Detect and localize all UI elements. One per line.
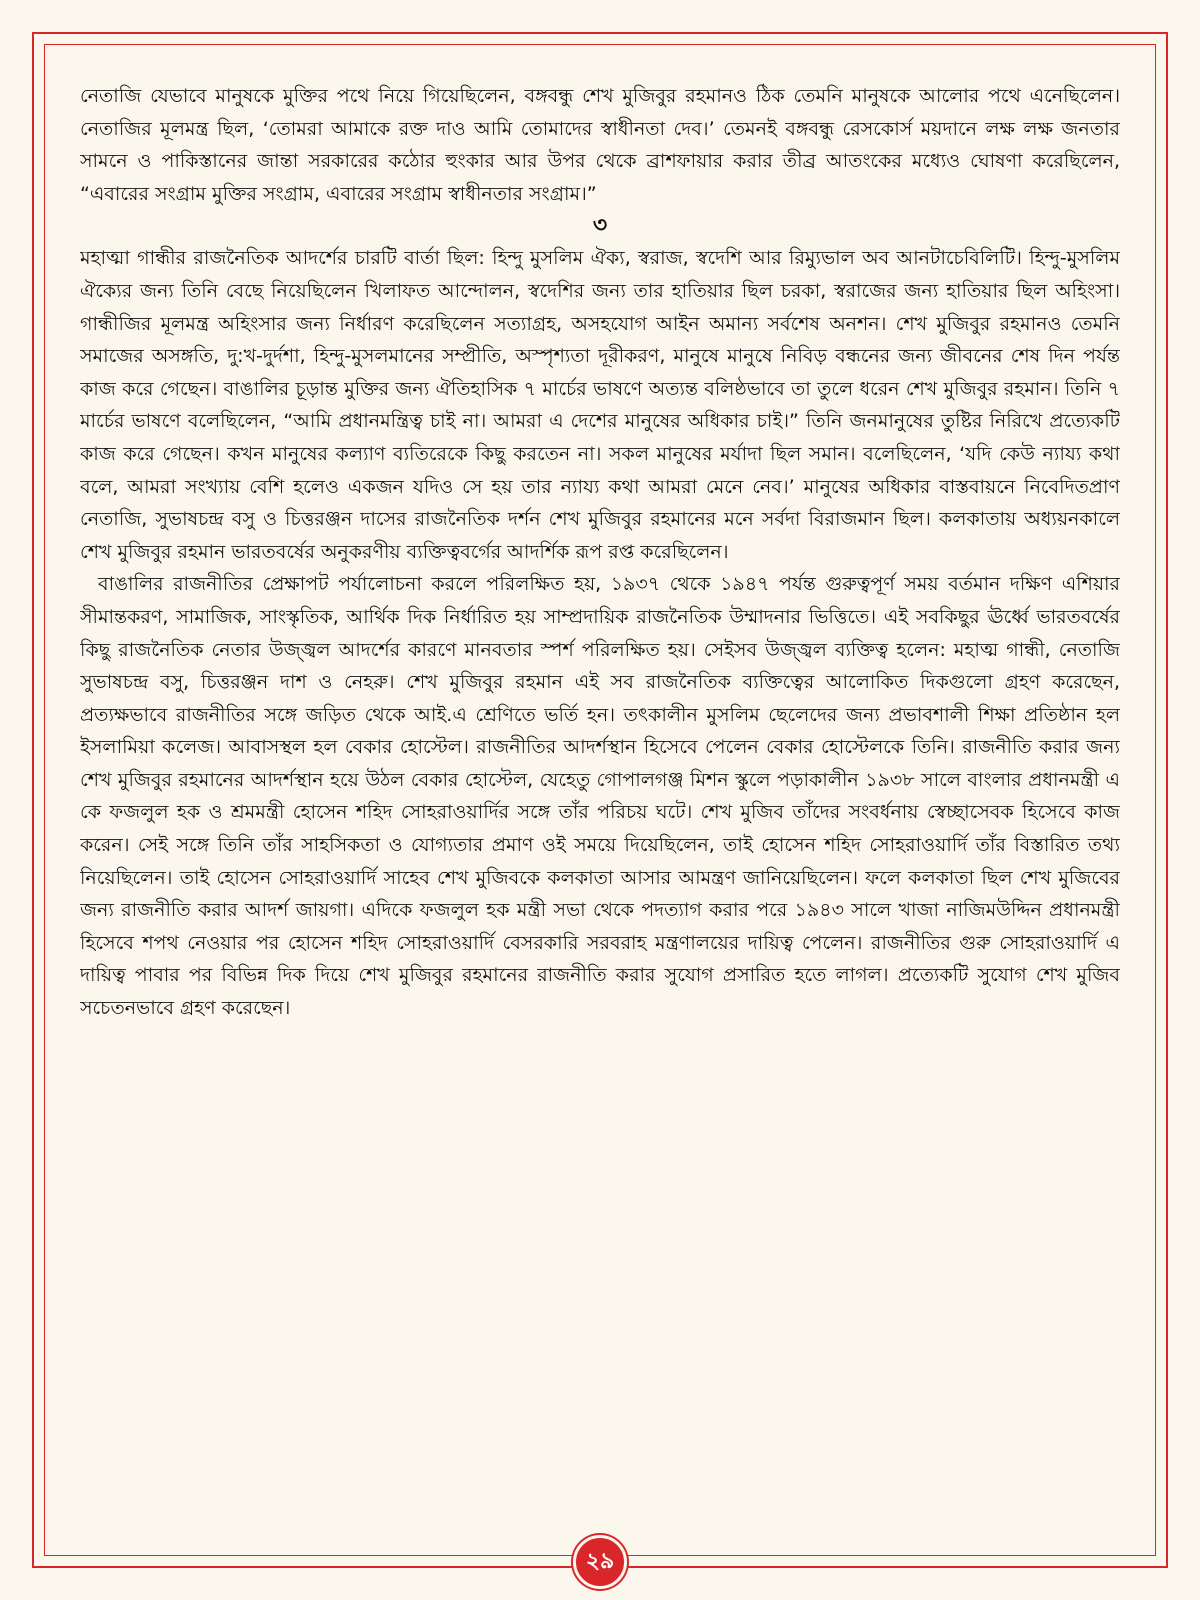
paragraph-2: মহাত্মা গান্ধীর রাজনৈতিক আদর্শের চারটি বার্তা ছিল: হিন্দু মুসলিম ঐক্য, স্বরাজ, স্বদেশি আর রিম্যুভাল অব আনটাচেবিলিটি। হিন্দু-মুসলিম ঐক্যের জন্য তিনি বেছে নিয়েছিলেন খিলাফত আন্দোলন, স্বদেশির জন্য তার হাতিয়ার ছিল চরকা, স্বরাজের জন্য হাতিয়ার ছিল অহিংসা। গান্ধীজির মূলমন্ত্র অহিংসার জন্য নির্ধারণ করেছিলেন সত্যাগ্রহ, অসহযোগ আইন অমান্য সর্বশেষ অনশন। শেখ মুজিবুর রহমানও তেমনি সমাজের অসঙ্গতি, দু:খ-দুর্দশা, হিন্দু-মুসলমানের সম্প্রীতি, অস্পৃশ্যতা দূরীকরণ, মানুষে মানুষে নিবিড় বন্ধনের জন্য জীবনের শেষ দিন পর্যন্ত কাজ করে গেছেন। বাঙালির চূড়ান্ত মুক্তির জন্য ঐতিহাসিক ৭ মার্চের ভাষণে অত্যন্ত বলিষ্ঠভাবে তা তুলে ধরেন শেখ মুজিবুর রহমান। তিনি ৭ মার্চের ভাষণে বলেছিলেন, “আমি প্রধানমন্ত্রিত্ব চাই না। আমরা এ দেশের মানুষের অধিকার চাই।” তিনি জনমানুষের তুষ্টির নিরিখে প্রত্যেকটি কাজ করে গেছেন। কখন মানুষের কল্যাণ ব্যতিরেকে কিছু করতেন না। সকল মানুষের মর্যাদা ছিল সমান। বলেছিলেন, ‘যদি কেউ ন্যায্য কথা বলে, আমরা সংখ্যায় বেশি হলেও একজন যদিও সে হয় তার ন্যায্য কথা আমরা মেনে নেব।’ মানুষের অধিকার বাস্তবায়নে নিবেদিতপ্রাণ নেতাজি, সুভাষচন্দ্র বসু ও চিত্তরঞ্জন দাসের রাজনৈতিক দর্শন শেখ মুজিবুর রহমানের মনে সর্বদা বিরাজমান ছিল। কলকাতায় অধ্যয়নকালে শেখ মুজিবুর রহমান ভারতবর্ষের অনুকরণীয় ব্যক্তিত্ববর্গের আদর্শিক রূপ রপ্ত করেছিলেন।: [80, 247, 1120, 563]
page-number: ২৯: [585, 1548, 615, 1574]
page-content: [80, 80, 1120, 1490]
page-number-badge: [573, 1535, 627, 1589]
section-number: ৩: [592, 213, 608, 239]
paragraph-3: বাঙালির রাজনীতির প্রেক্ষাপট পর্যালোচনা করলে পরিলক্ষিত হয়, ১৯৩৭ থেকে ১৯৪৭ পর্যন্ত গুরুত্বপূর্ণ সময় বর্তমান দক্ষিণ এশিয়ার সীমান্তকরণ, সামাজিক, সাংস্কৃতিক, আর্থিক দিক নির্ধারিত হয় সাম্প্রদায়িক রাজনৈতিক উম্মাদনার ভিত্তিতে। এই সবকিছুর ঊর্ধ্বে ভারতবর্ষের কিছু রাজনৈতিক নেতার উজ্জ্বল আদর্শের কারণে মানবতার স্পর্শ পরিলক্ষিত হয়। সেইসব উজ্জ্বল ব্যক্তিত্ব হলেন: মহাত্ম গান্ধী, নেতাজি সুভাষচন্দ্র বসু, চিত্তরঞ্জন দাশ ও নেহরু। শেখ মুজিবুর রহমান এই সব রাজনৈতিক ব্যক্তিত্বের আলোকিত দিকগুলো গ্রহণ করেছেন, প্রত্যক্ষভাবে রাজনীতির সঙ্গে জড়িত থেকে আই.এ শ্রেণিতে ভর্তি হন। তৎকালীন মুসলিম ছেলেদের জন্য প্রভাবশালী শিক্ষা প্রতিষ্ঠান হল ইসলামিয়া কলেজ। আবাসস্থল হল বেকার হোস্টেল। রাজনীতির আদর্শস্থান হিসেবে পেলেন বেকার হোস্টেলকে তিনি। রাজনীতি করার জন্য শেখ মুজিবুর রহমানের আদর্শস্থান হয়ে উঠল বেকার হোস্টেল, যেহেতু গোপালগঞ্জ মিশন স্কুলে পড়াকালীন ১৯৩৮ সালে বাংলার প্রধানমন্ত্রী এ কে ফজলুল হক ও শ্রমমন্ত্রী হোসেন শহিদ সোহরাওয়ার্দির সঙ্গে তাঁর পরিচয় ঘটে। শেখ মুজিব তাঁদের সংবর্ধনায় স্বেচ্ছাসেবক হিসেবে কাজ করেন। সেই সঙ্গে তিনি তাঁর সাহসিকতা ও যোগ্যতার প্রমাণ ওই সময়ে দিয়েছিলেন, তাই হোসেন শহিদ সোহরাওয়ার্দি তাঁর বিস্তারিত তথ্য নিয়েছিলেন। তাই হোসেন সোহরাওয়ার্দি সাহেব শেখ মুজিবকে কলকাতা আসার আমন্ত্রণ জানিয়েছিলেন। ফলে কলকাতা ছিল শেখ মুজিবের জন্য রাজনীতি করার আদর্শ জায়গা। এদিকে ফজলুল হক মন্ত্রী সভা থেকে পদত্যাগ করার পরে ১৯৪৩ সালে খাজা নাজিমউদ্দিন প্রধানমন্ত্রী হিসেবে শপথ নেওয়ার পর হোসেন শহিদ সোহরাওয়ার্দি বেসরকারি সরবরাহ মন্ত্রণালয়ের দায়িত্ব পেলেন। রাজনীতির গুরু সোহরাওয়ার্দি এ দায়িত্ব পাবার পর বিভিন্ন দিক দিয়ে শেখ মুজিবুর রহমানের রাজনীতি করার সুযোগ প্রসারিত হতে লাগল। প্রত্যেকটি সুযোগ শেখ মুজিব সচেতনভাবে গ্রহণ করেছেন।: [80, 573, 1120, 1020]
paragraph-1: নেতাজি যেভাবে মানুষকে মুক্তির পথে নিয়ে গিয়েছিলেন, বঙ্গবন্ধু শেখ মুজিবুর রহমানও ঠিক তেমনি মানুষকে আলোর পথে এনেছিলেন। নেতাজির মূলমন্ত্র ছিল, ‘তোমরা আমাকে রক্ত দাও আমি তোমাদের স্বাধীনতা দেব।’ তেমনই বঙ্গবন্ধু রেসকোর্স ময়দানে লক্ষ লক্ষ জনতার সামনে ও পাকিস্তানের জান্তা সরকারের কঠোর হুংকার আর উপর থেকে ব্রাশফায়ার করার তীব্র আতংকের মধ্যেও ঘোষণা করেছিলেন, “এবারের সংগ্রাম মুক্তির সংগ্রাম, এবারের সংগ্রাম স্বাধীনতার সংগ্রাম।”: [80, 85, 1120, 205]
